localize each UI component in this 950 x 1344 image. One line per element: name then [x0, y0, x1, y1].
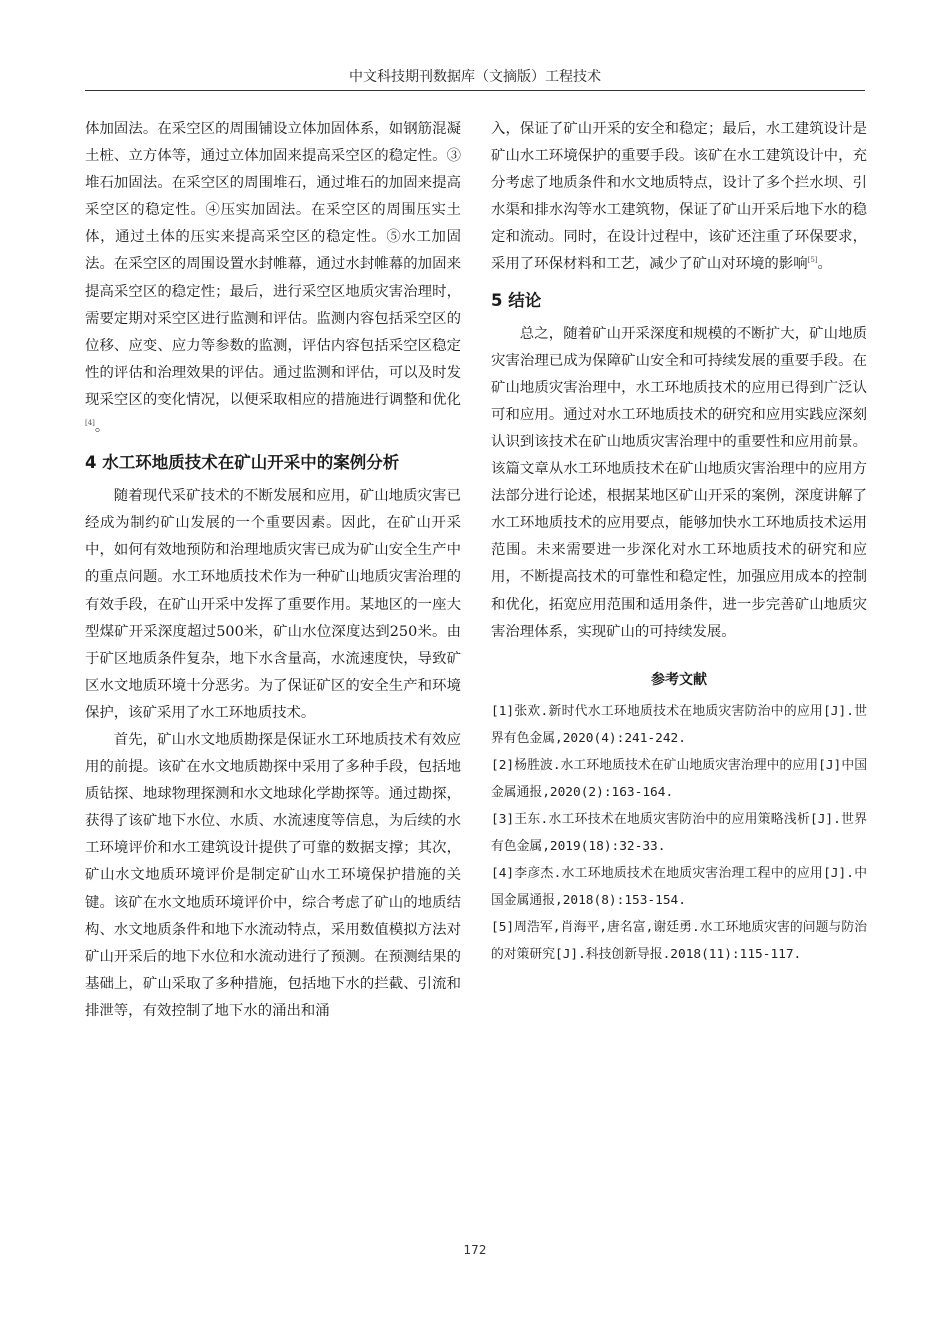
reference-list	[491, 698, 867, 968]
references-heading: 参考文献	[651, 671, 707, 688]
paragraph-conclusion: 总之，随着矿山开采深度和规模的不断扩大，矿山地质灾害治理已成为保障矿山安全和可持续发展的重要手段。在矿山地质灾害治理中，水工环地质技术的应用已得到广泛认可和应用。通过对水工环地质技术的研究和应用实践应深刻认识到该技术在矿山地质灾害治理中的重要性和应用前景。该篇文章从水工环地质技术在矿山地质灾害治理中的应用方法部分进行论述，根据某地区矿山开采的案例，深度讲解了水工环地质技术的应用要点，能够加快水工环地质技术运用范围。未来需要进一步深化对水工环地质技术的研究和应用，不断提高技术的可靠性和稳定性，加强应用成本的控制和优化，拓宽应用范围和适用条件，进一步完善矿山地质灾害治理体系，实现矿山的可持续发展。	[491, 325, 867, 640]
paragraph-text: 体加固法。在采空区的周围铺设立体加固体系，如钢筋混凝土桩、立方体等，通过立体加固来提高采空区的稳定性。③堆石加固法。在采空区的周围堆石，通过堆石的加固来提高采空区的稳定性。④压实加固法。在采空区的周围压实土体，通过土体的压实来提高采空区的稳定性。⑤水工加固法。在采空区的周围设置水封帷幕，通过水封帷幕的加固来提高采空区的稳定性；最后，进行采空区地质灾害治理时，需要定期对采空区进行监测和评估。监测内容包括采空区的位移、应变、应力等参数的监测，评估内容包括采空区稳定性的评估和治理效果的评估。通过监测和评估，可以及时发现采空区的变化情况，以便采取相应的措施进行调整和优化	[85, 121, 461, 408]
running-header: 中文科技期刊数据库（文摘版）工程技术	[349, 69, 601, 85]
paragraph-case-intro: 随着现代采矿技术的不断发展和应用，矿山地质灾害已经成为制约矿山发展的一个重要因素。因此，在矿山开采中，如何有效地预防和治理地质灾害已成为矿山安全生产中的重点问题。水工环地质技术作为一种矿山地质灾害治理的有效手段，在矿山开采中发挥了重要作用。某地区的一座大型煤矿开采深度超过500米，矿山水位深度达到250米。由于矿区地质条件复杂，地下水含量高，水流速度快，导致矿区水文地质环境十分恶劣。为了保证矿区的安全生产和环境保护，该矿采用了水工环地质技术。	[85, 488, 461, 721]
paragraph-tail: 。	[94, 419, 110, 436]
paragraph-case-details: 首先，矿山水文地质勘探是保证水工环地质技术有效应用的前提。该矿在水文地质勘探中采用了多种手段，包括地质钻探、地球物理探测和水文地球化学勘探等。通过勘探，获得了该矿地下水位、水质、水流速度等信息，为后续的水工环境评价和水工建筑设计提供了可靠的数据支撑；其次，矿山水文地质环境评价是制定矿山水工环境保护措施的关键。该矿在水文地质环境评价中，综合考虑了矿山的地质结构、水文地质条件和地下水流动特点，采用数值模拟方法对矿山开采后的地下水位和水流动进行了预测。在预测结果的基础上，矿山采取了多种措施，包括地下水的拦截、引流和排泄等，有效控制了地下水的涌出和涌	[85, 731, 461, 1019]
paragraph-case-continued	[491, 116, 867, 279]
paragraph-text: 入，保证了矿山开采的安全和稳定；最后，水工建筑设计是矿山水工环境保护的重要手段。该矿在水工建筑设计中，充分考虑了地质条件和水文地质特点，设计了多个拦水坝、引水渠和排水沟等水工建筑物，保证了矿山开采后地下水的稳定和流动。同时，在设计过程中，该矿还注重了环保要求，采用了环保材料和工艺，减少了矿山对环境的影响	[491, 121, 867, 273]
page-number: 172	[463, 1243, 487, 1257]
reference-item: [2]杨胜波.水工环地质技术在矿山地质灾害治理中的应用[J]中国金属通报,2020(2):163-164.	[491, 757, 867, 800]
section-4-heading: 4 水工环地质技术在矿山开采中的案例分析	[85, 453, 400, 473]
reference-item: [1]张欢.新时代水工环地质技术在地质灾害防治中的应用[J].世界有色金属,2020(4):241-242.	[491, 703, 867, 746]
left-column	[85, 116, 461, 1025]
right-column	[491, 116, 867, 968]
reference-item: [5]周浩军,肖海平,唐名富,谢廷勇.水工环地质灾害的问题与防治的对策研究[J].科技创新导报.2018(11):115-117.	[491, 919, 867, 962]
reference-item: [3]王东.水工环技术在地质灾害防治中的应用策略浅析[J].世界有色金属,2019(18):32-33.	[491, 811, 867, 854]
citation-4[interactable]: [4]	[85, 419, 95, 428]
paragraph-tail: 。	[817, 256, 832, 273]
paragraph-reinforcement-methods	[85, 116, 461, 441]
header-rule	[85, 90, 865, 91]
reference-item: [4]李彦杰.水工环地质技术在地质灾害治理工程中的应用[J].中国金属通报,2018(8):153-154.	[491, 865, 867, 908]
section-5-heading: 5 结论	[491, 290, 542, 310]
citation-5[interactable]: [5]	[807, 256, 818, 265]
